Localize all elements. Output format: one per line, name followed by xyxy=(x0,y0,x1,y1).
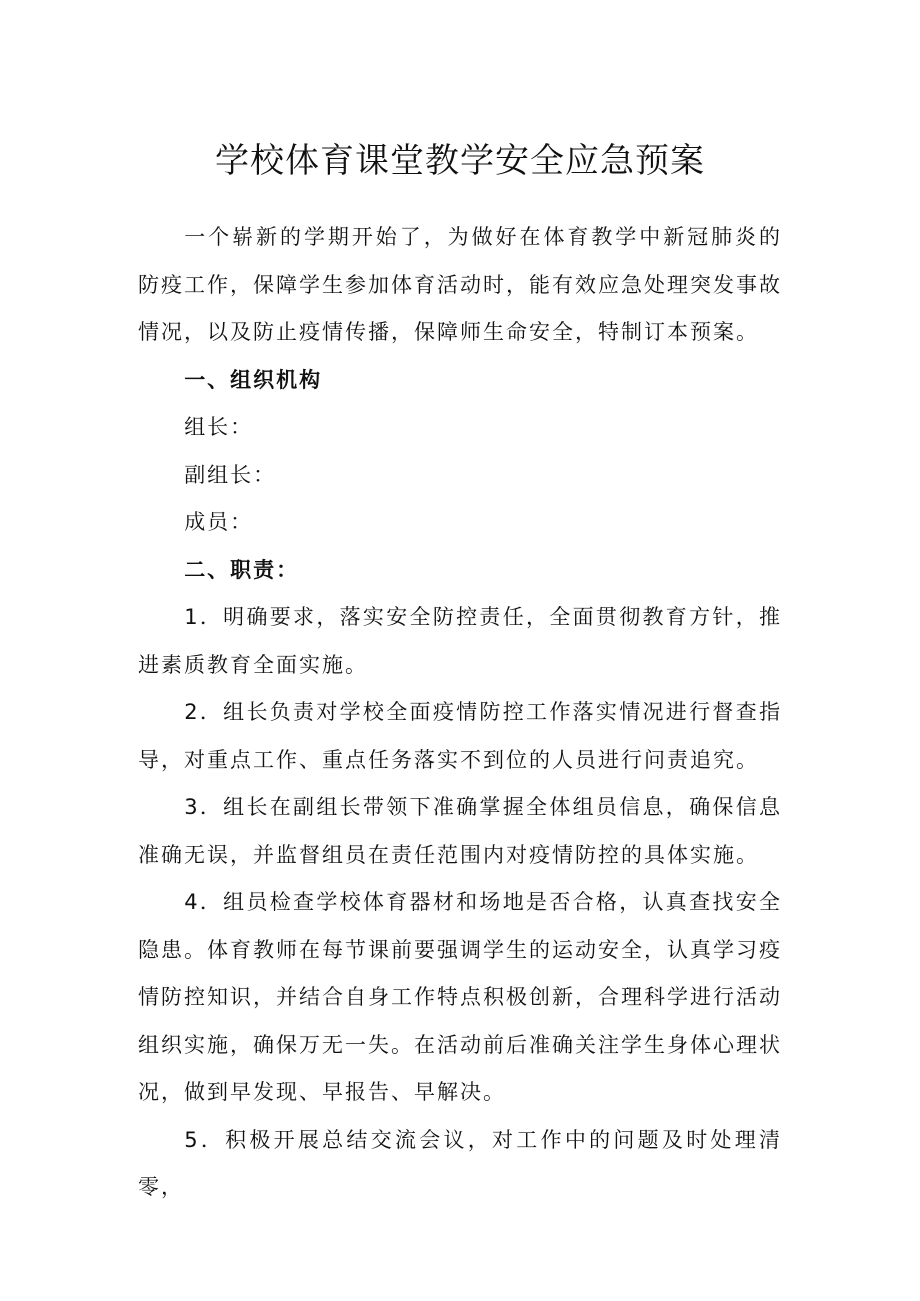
duty-item-4: 4．组员检查学校体育器材和场地是否合格，认真查找安全隐患。体育教师在每节课前要强调学生的运动安全，认真学习疫情防控知识，并结合自身工作特点积极创新，合理科学进行活动组织实施，确保万无一失。在活动前后准确关注学生身体心理状况，做到早发现、早报告、早解决。 xyxy=(138,890,782,1104)
duty-item-2: 2．组长负责对学校全面疫情防控工作落实情况进行督查指导，对重点工作、重点任务落实不到位的人员进行问责追究。 xyxy=(138,700,782,772)
duty-item-3: 3．组长在副组长带领下准确掌握全体组员信息，确保信息准确无误，并监督组员在责任范围内对疫情防控的具体实施。 xyxy=(138,795,782,867)
document-title: 学校体育课堂教学安全应急预案 xyxy=(215,141,705,181)
document-body xyxy=(138,214,782,1212)
leader-line: 组长： xyxy=(184,415,254,439)
members-line: 成员： xyxy=(184,510,254,534)
duty-item-5: 5．积极开展总结交流会议，对工作中的问题及时处理清零， xyxy=(138,1127,782,1199)
duty-item-1: 1．明确要求，落实安全防控责任，全面贯彻教育方针，推进素质教育全面实施。 xyxy=(138,605,782,677)
deputy-leader-line: 副组长： xyxy=(184,462,277,487)
intro-paragraph: 一个崭新的学期开始了，为做好在体育教学中新冠肺炎的防疫工作，保障学生参加体育活动时，能有效应急处理突发事故情况，以及防止疫情传播，保障师生命安全，特制订本预案。 xyxy=(138,225,782,344)
section-heading-organization: 一、组织机构 xyxy=(184,367,323,392)
section-heading-duties: 二、职责： xyxy=(184,557,300,582)
